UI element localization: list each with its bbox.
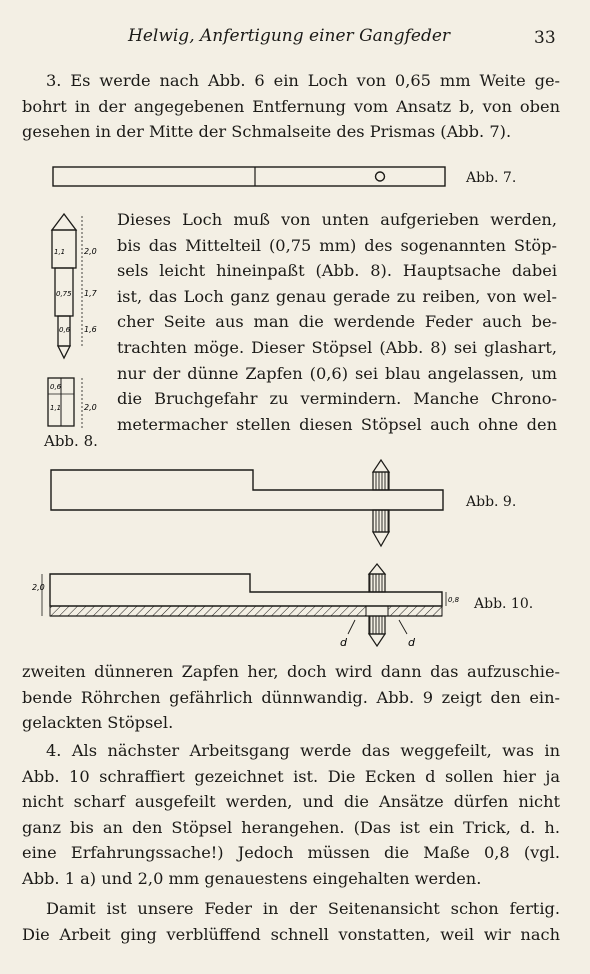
text-line: cher Seite aus man die werdende Feder auch be- xyxy=(117,312,557,332)
hatched-removal-area-right xyxy=(388,606,442,616)
stopper-point xyxy=(373,532,389,546)
text-line: Abb. 1 a) und 2,0 mm genauestens eingehalten werden. xyxy=(22,868,482,888)
paragraph-final xyxy=(22,896,560,947)
caption-abb8: Abb. 8. xyxy=(44,432,98,450)
figure-abb10 xyxy=(30,560,470,656)
stopper-point xyxy=(369,634,385,646)
text-line: sels leicht hineinpaßt (Abb. 8). Hauptsache dabei xyxy=(117,261,557,281)
prism-bar xyxy=(53,167,445,186)
dim-label: 0,6 xyxy=(59,326,71,334)
page-number: 33 xyxy=(534,28,556,48)
text-line: eine Erfahrungssache!) Jedoch müssen die Maße 0,8 (vgl. xyxy=(22,843,560,863)
wrapped-text-block xyxy=(117,207,557,437)
text-line: nur der dünne Zapfen (0,6) sei blau angelassen, um xyxy=(117,363,557,383)
text-line: bohrt in der angegebenen Entfernung vom Ansatz b, von oben xyxy=(22,96,560,116)
corner-label-d: d xyxy=(408,636,415,649)
dim-label: 0,75 xyxy=(56,290,72,298)
dim-label: 2,0 xyxy=(84,247,97,256)
stopper-tip xyxy=(52,214,76,230)
text-line: 4. Als nächster Arbeitsgang werde das weggefeilt, was in xyxy=(46,741,560,760)
dim-label: 1,7 xyxy=(84,289,97,298)
dim-label-0-8: 0,8 xyxy=(448,596,460,604)
text-line: 3. Es werde nach Abb. 6 ein Loch von 0,65 mm Weite ge- xyxy=(46,71,560,90)
hole-mark xyxy=(376,172,385,181)
dim-label: 1,1 xyxy=(54,248,66,256)
text-line: zweiten dünneren Zapfen her, doch wird dann das aufzuschie- xyxy=(22,662,560,681)
text-line: ganz bis an den Stöpsel herangehen. (Das ist ein Trick, d. h. xyxy=(22,817,560,837)
text-line: metermacher stellen diesen Stöpsel auch ohne den xyxy=(117,414,557,434)
figure-abb8 xyxy=(42,208,102,436)
dim-label: 2,0 xyxy=(84,403,97,412)
caption-abb9: Abb. 9. xyxy=(466,494,517,510)
dim-label: 0,6 xyxy=(50,383,62,391)
stopper-upper xyxy=(373,472,389,490)
stopper-tip xyxy=(369,564,385,574)
figure-abb7 xyxy=(50,164,450,190)
paragraph-step-3 xyxy=(22,68,560,145)
stopper-upper xyxy=(369,574,385,592)
paragraph-step-4 xyxy=(22,738,560,892)
dim-label: 1,1 xyxy=(50,404,62,412)
dim-label: 1,6 xyxy=(84,325,97,334)
caption-abb10: Abb. 10. xyxy=(474,596,534,612)
hatched-removal-area-left xyxy=(50,606,366,616)
text-line: Abb. 10 schraffiert gezeichnet ist. Die Ecken d sollen hier ja xyxy=(22,766,560,786)
corner-label-d: d xyxy=(340,636,347,649)
figure-abb9 xyxy=(48,458,453,550)
text-line: gelackten Stöpsel. xyxy=(22,713,174,733)
caption-abb7: Abb. 7. xyxy=(466,170,517,186)
text-line: ist, das Loch ganz genau gerade zu reiben, von wel- xyxy=(117,286,557,306)
stopper-lower xyxy=(369,616,385,634)
text-line: bis das Mittelteil (0,75 mm) des sogenannten Stöp- xyxy=(117,235,557,255)
text-line: bende Röhrchen gefährlich dünnwandig. Abb. 9 zeigt den ein- xyxy=(22,687,560,707)
running-title: Helwig, Anfertigung einer Gangfeder xyxy=(128,26,451,46)
stopper-lower xyxy=(373,510,389,532)
paragraph-continuation xyxy=(22,659,560,736)
text-line: nicht scharf ausgefeilt werden, und die Ansätze dürfen nicht xyxy=(22,792,560,812)
text-line: Dieses Loch muß von unten aufgerieben werden, xyxy=(117,210,557,229)
running-header xyxy=(0,26,590,50)
text-line: trachten möge. Dieser Stöpsel (Abb. 8) sei glashart, xyxy=(117,337,557,357)
stopper-point xyxy=(58,346,70,358)
text-line: gesehen in der Mitte der Schmalseite des Prismas (Abb. 7). xyxy=(22,122,512,142)
text-line: Damit ist unsere Feder in der Seitenansicht schon fertig. xyxy=(46,899,560,918)
dim-label-2-0: 2,0 xyxy=(32,583,45,592)
stopper-tip xyxy=(373,460,389,472)
text-line: die Bruchgefahr zu vermindern. Manche Chrono- xyxy=(117,389,557,409)
text-line: Die Arbeit ging verblüffend schnell vonstatten, weil wir nach xyxy=(22,924,560,944)
